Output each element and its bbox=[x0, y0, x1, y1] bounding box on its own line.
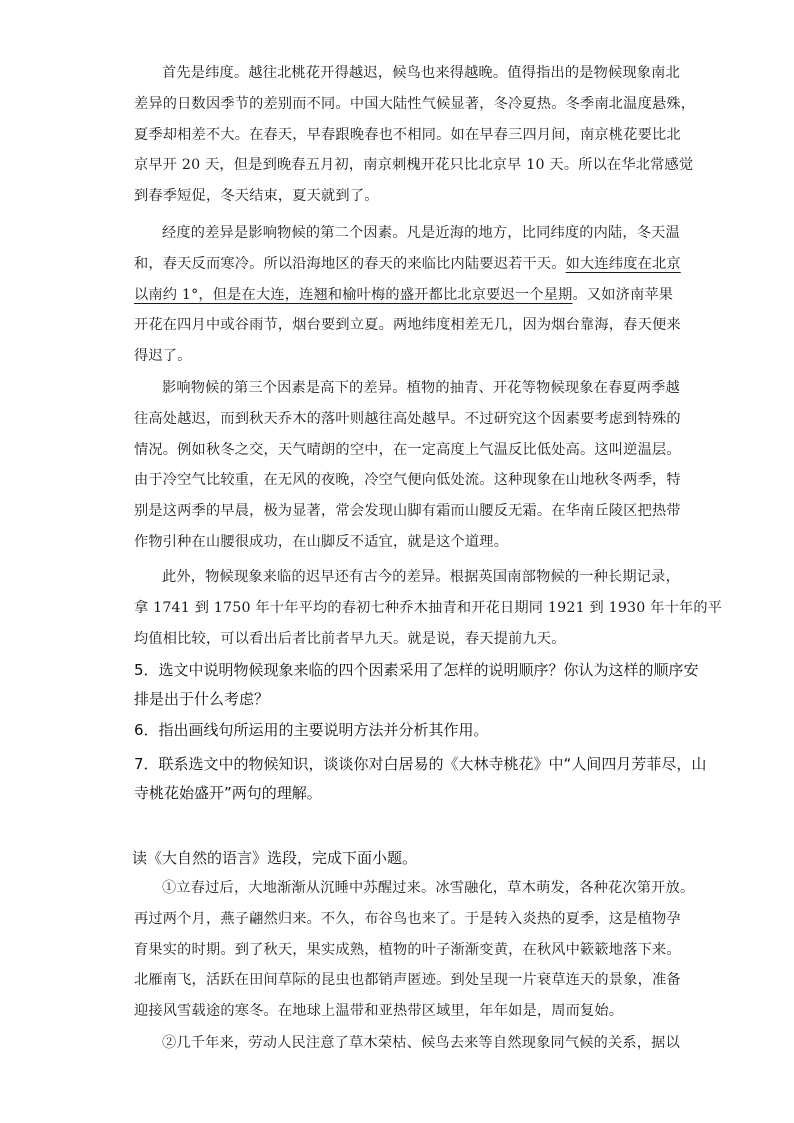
text-line: ①立春过后，大地渐渐从沉睡中苏醒过来。冰雪融化，草木萌发，各种花次第开放。 bbox=[162, 880, 695, 896]
section-intro-text: 读《大自然的语言》选段，完成下面小题。 bbox=[132, 849, 418, 867]
text-line: 往高处越迟，而到秋天乔木的落叶则越往高处越早。不过研究这个因素要考虑到特殊的 bbox=[134, 410, 681, 427]
text-line: 情况。例如秋冬之交，天气晴朗的空中，在一定高度上气温反比低处高。这叫逆温层。 bbox=[134, 441, 681, 458]
text-line: 迎接风雪载途的寒冬。在地球上温带和亚热带区域里，年年如是，周而复始。 bbox=[134, 1003, 624, 1020]
text-line: 拿 1741 到 1750 年十年平均的春初七种乔木抽青和开花日期同 1921 到 1930 年十年的平 bbox=[134, 599, 723, 616]
excerpt-paragraph-2 bbox=[134, 1028, 680, 1059]
text-line: 经度的差异是影响物候的第二个因素。凡是近海的地方，比同纬度的内陆，冬天温 bbox=[162, 225, 680, 241]
underlined-sentence: 以南约 1°，但是在大连，连翘和榆叶梅的盛开都比北京要迟一个星期 bbox=[134, 286, 573, 303]
passage-paragraph-latitude bbox=[134, 58, 696, 212]
question-line: 5．选文中说明物候现象来临的四个因素采用了怎样的说明顺序？你认为这样的顺序安 bbox=[134, 661, 699, 679]
passage-paragraph-longitude bbox=[134, 218, 681, 372]
text-line: 影响物候的第三个因素是高下的差异。植物的抽青、开花等物候现象在春夏两季越 bbox=[162, 380, 680, 396]
text-line: 均值相比较，可以看出后者比前者早九天。就是说，春天提前九天。 bbox=[134, 630, 566, 647]
text-line: 得迟了。 bbox=[134, 348, 192, 365]
text-line bbox=[134, 280, 674, 311]
text-line: 到春季短促，冬天结束，夏天就到了。 bbox=[134, 188, 379, 205]
section-intro bbox=[132, 844, 672, 873]
text-line: 京早开 20 天，但是到晚春五月初，南京刺槐开花只比北京早 10 天。所以在华北常感觉 bbox=[134, 157, 694, 174]
text-line: 育果实的时期。到了秋天，果实成熟，植物的叶子渐渐变黄，在秋风中簌簌地落下来。 bbox=[134, 941, 681, 958]
text-line: 别是这两季的早晨，极为显著，常会发现山脚有霜而山腰反无霜。在华南丘陵区把热带 bbox=[134, 503, 681, 520]
passage-paragraph-era bbox=[134, 562, 723, 654]
text-line: 首先是纬度。越往北桃花开得越迟，候鸟也来得越晚。值得指出的是物候现象南北 bbox=[162, 65, 680, 81]
underlined-sentence: 如大连纬度在北京 bbox=[565, 255, 681, 272]
text-line: 差异的日数因季节的差别而不同。中国大陆性气候显著，冬冷夏热。冬季南北温度悬殊， bbox=[134, 95, 696, 112]
text-line: 再过两个月，燕子翩然归来。不久，布谷鸟也来了。于是转入炎热的夏季，这是植物孕 bbox=[134, 910, 681, 927]
question-line: 寺桃花始盛开”两句的理解。 bbox=[134, 784, 322, 802]
text-line: 此外，物候现象来临的迟早还有古今的差异。根据英国南部物候的一种长期记录， bbox=[162, 569, 680, 585]
text-line bbox=[134, 249, 681, 280]
question-line: 7．联系选文中的物候知识，谈谈你对白居易的《大林寺桃花》中“人间四月芳菲尽，山 bbox=[134, 755, 707, 773]
question-line: 排是出于什么考虑？ bbox=[134, 690, 270, 708]
text-line: 北雁南飞，活跃在田间草际的昆虫也都销声匿迹。到处呈现一片衰草连天的景象，准备 bbox=[134, 972, 681, 989]
text-segment: 和，春天反而寒冷。所以沿海地区的春天的来临比内陆要迟若干天。 bbox=[134, 255, 566, 272]
text-line: ②几千年来，劳动人民注意了草木荣枯、候鸟去来等自然现象同气候的关系，据以 bbox=[162, 1035, 680, 1051]
question-5 bbox=[134, 656, 699, 714]
question-line: 6．指出画线句所运用的主要说明方法并分析其作用。 bbox=[134, 721, 489, 739]
text-line: 由于冷空气比较重，在无风的夜晚，冷空气便向低处流。这种现象在山地秋冬两季，特 bbox=[134, 472, 681, 489]
text-line: 作物引种在山腰很成功，在山脚反不适宜，就是这个道理。 bbox=[134, 533, 509, 550]
excerpt-paragraph-1 bbox=[134, 873, 695, 1027]
text-segment: 。又如济南苹果 bbox=[572, 286, 674, 303]
text-line: 开花在四月中或谷雨节，烟台要到立夏。两地纬度相差无几，因为烟台靠海，春天便来 bbox=[134, 317, 681, 334]
passage-paragraph-altitude bbox=[134, 373, 681, 558]
text-line: 夏季却相差不大。在春天，早春跟晚春也不相同。如在早春三四月间，南京桃花要比北 bbox=[134, 126, 681, 143]
question-6 bbox=[134, 716, 674, 745]
question-7 bbox=[134, 750, 707, 808]
